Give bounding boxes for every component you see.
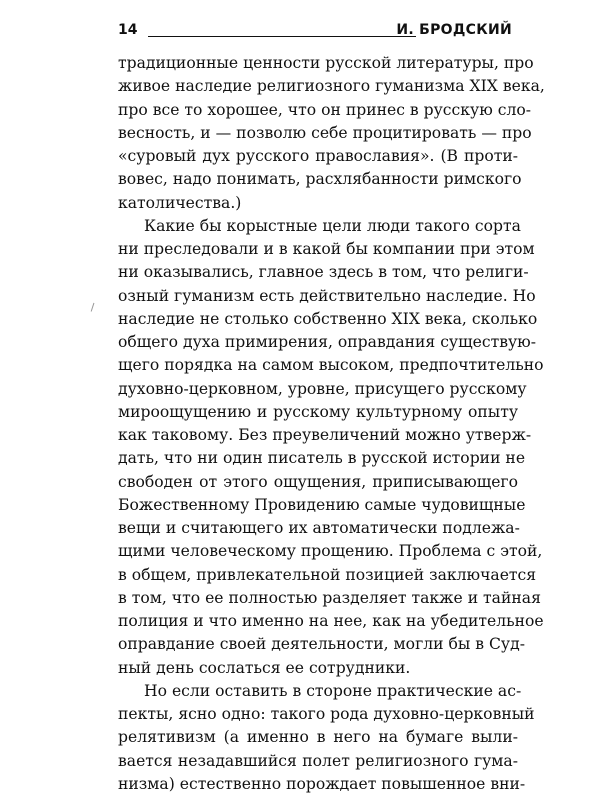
text-line: оправдание своей деятельности, могли бы в Суд- [118,635,525,654]
text-line: свободен от этого ощущения, приписывающего [118,472,518,491]
text-line: вается незадавшийся полет религиозного гума- [118,751,518,770]
page-header [118,20,512,40]
text-line: про все то хорошее, что он принес в русскую сло- [118,100,532,119]
text-line: весность, и — позволю себе процитировать — про [118,123,532,142]
text-line: традиционные ценности русской литературы, про [118,54,534,72]
body-text [118,52,545,796]
text-line: вещи и считающего их автоматически подлежа- [118,519,520,537]
text-line: в общем, привлекательной позицией заключается [118,565,537,584]
text-line: низма) естественно порождает повышенное вни- [118,774,526,793]
text-line: мироощущению и русскому культурному опыту [118,402,518,421]
text-line: Божественному Провидению самые чудовищные [118,495,526,514]
text-line: озный гуманизм есть действительно наследие. Но [118,286,536,305]
paragraph-start-line: Но если оставить в стороне практические ас- [144,681,522,700]
text-line: ни оказывались, главное здесь в том, что религи- [118,263,529,282]
page-number: 14 [118,22,138,38]
text-line: общего духа примирения, оправдания существую- [118,333,536,351]
margin-mark [91,303,97,312]
paragraph-start-line: Какие бы корыстные цели люди такого сорта [144,216,521,235]
text-line: щими человеческому прощению. Проблема с этой, [118,542,543,561]
text-line: как таковому. Без преувеличений можно утверж- [118,426,532,444]
running-head-author: И. БРОДСКИЙ [396,22,512,38]
text-line: духовно-церковном, уровне, присущего русскому [118,379,527,398]
text-line: наследие не столько собственно XIX века, сколько [118,309,538,328]
text-line: вовес, надо понимать, расхлябанности римского [118,170,522,189]
text-line: ни преследовали и в какой бы компании при этом [118,240,535,258]
text-line: пекты, ясно одно: такого рода духовно-церковный [118,705,535,723]
paragraph-end-line: католичества.) [118,193,242,212]
text-line: в том, что ее полностью разделяет также и тайная [118,588,541,607]
text-line: «суровый дух русского православия». (В проти- [118,147,518,165]
text-line: дать, что ни один писатель в русской истории не [118,449,526,468]
text-line: живое наследие религиозного гуманизма XIX века, [118,77,545,96]
paragraph-end-line: ный день сослаться ее сотрудники. [118,658,411,677]
text-line: щего порядка на самом высоком, предпочтительно [118,356,544,375]
text-line: полиция и что именно на нее, как на убедительное [118,612,544,630]
text-line: релятивизм (а именно в него на бумаге выли- [118,728,518,747]
header-rule [148,36,416,37]
